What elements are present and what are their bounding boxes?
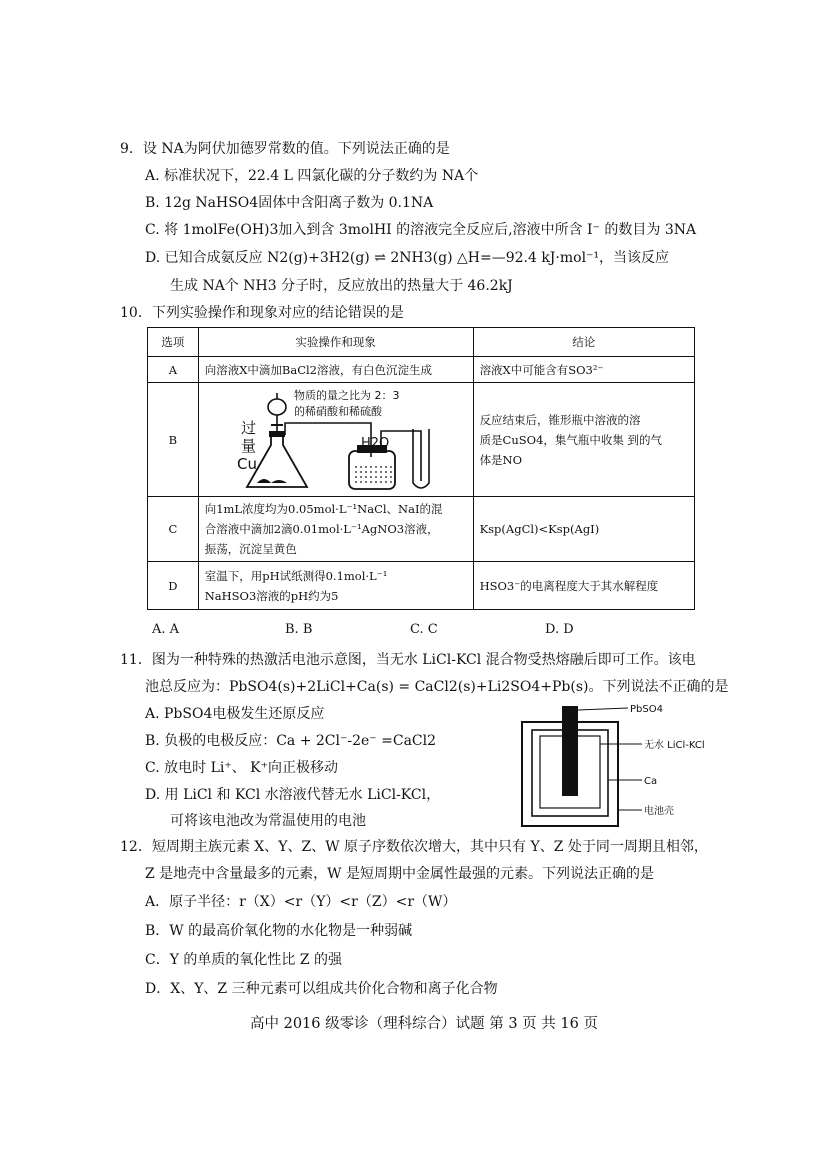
fig-excess-label-2: 量 xyxy=(240,436,256,455)
pbso4-label: PbSO4 xyxy=(630,704,663,715)
q9-stem: 9．设 NA为阿伏加德罗常数的值。下列说法正确的是 xyxy=(120,141,450,157)
ca-label: Ca xyxy=(644,776,658,787)
table-row-b xyxy=(148,383,695,497)
fig-acid-label: 的稀硝酸和稀硫酸 xyxy=(293,404,382,418)
header-operation: 实验操作和现象 xyxy=(198,328,473,357)
row-c-operation xyxy=(198,497,473,562)
q9-option-c: C. 将 1molFe(OH)3加入到含 3molHI 的溶液完全反应后,溶液中所含 I⁻ 的数目为 3NA xyxy=(145,222,697,238)
q12-option-b: B．W 的最高价氧化物的水化物是一种弱碱 xyxy=(145,923,413,939)
q12-stem-line1: 12．短周期主族元素 X、Y、Z、W 原子序数依次增大，其中只有 Y、Z 处于同一周期且相邻， xyxy=(120,839,708,855)
q11-stem-line1: 11．图为一种特殊的热激活电池示意图，当无水 LiCl-KCl 混合物受热熔融后即可工作。该电 xyxy=(120,652,696,668)
row-a-operation: 向溶液X中滴加BaCl2溶液，有白色沉淀生成 xyxy=(198,357,473,383)
row-a-conclusion: 溶液X中可能含有SO3²⁻ xyxy=(473,357,694,383)
row-c-option: C xyxy=(148,497,199,562)
q10-choice-d: D. D xyxy=(545,622,574,637)
row-b-conclusion xyxy=(473,383,694,497)
apparatus-diagram xyxy=(199,385,461,495)
shell-label: 电池壳 xyxy=(644,806,674,817)
row-a-option: A xyxy=(148,357,199,383)
q11-stem-line2: 池总反应为：PbSO4(s)+2LiCl+Ca(s) = CaCl2(s)+Li2SO4+Pb(s)。下列说法不正确的是 xyxy=(145,679,729,695)
row-b-apparatus-cell xyxy=(198,383,473,497)
row-b-conclusion-line1: 反应结束后，锥形瓶中溶液的溶 xyxy=(479,412,641,427)
table-row-c xyxy=(148,497,695,562)
row-c-operation-line2: 合溶液中滴加2滴0.01mol·L⁻¹AgNO3溶液， xyxy=(204,522,439,536)
row-d-conclusion: HSO3⁻的电离程度大于其水解程度 xyxy=(473,562,694,610)
q9-option-d-line1: D. 已知合成氨反应 N2(g)+3H2(g) ⇌ 2NH3(g) △H=—92.4 kJ·mol⁻¹，当该反应 xyxy=(145,250,670,266)
row-b-conclusion-line2: 质是CuSO4，集气瓶中收集 到的气 xyxy=(479,432,663,447)
q9-option-d-line2: 生成 NA个 NH3 分子时，反应放出的热量大于 46.2kJ xyxy=(170,278,513,294)
page-footer: 高中 2016 级零诊（理科综合）试题 第 3 页 共 16 页 xyxy=(250,1016,598,1032)
header-option: 选项 xyxy=(148,328,199,357)
pbso4-electrode xyxy=(562,706,578,796)
battery-diagram xyxy=(518,700,746,830)
q10-choice-a: A. A xyxy=(152,622,180,637)
header-conclusion: 结论 xyxy=(473,328,694,357)
electrolyte-label: 无水 LiCl-KCl xyxy=(644,740,705,751)
q10-stem: 10．下列实验操作和现象对应的结论错误的是 xyxy=(120,305,404,321)
row-c-operation-line3: 振荡，沉淀呈黄色 xyxy=(204,542,297,556)
row-d-option: D xyxy=(148,562,199,610)
q12-option-a: A．原子半径：r（X）<r（Y）<r（Z）<r（W） xyxy=(145,894,457,910)
q11-option-c: C. 放电时 Li⁺、 K⁺向正极移动 xyxy=(145,760,339,776)
table-row-d xyxy=(148,562,695,610)
row-c-operation-line1: 向1mL浓度均为0.05mol·L⁻¹NaCl、NaI的混 xyxy=(204,502,443,516)
q11-option-d-line1: D. 用 LiCl 和 KCl 水溶液代替无水 LiCl-KCl， xyxy=(145,787,441,803)
q9-option-a: A. 标准状况下，22.4 L 四氯化碳的分子数约为 NA个 xyxy=(145,168,479,184)
row-c-conclusion: Ksp(AgCl)<Ksp(AgI) xyxy=(473,497,694,562)
row-d-operation-line2: NaHSO3溶液的pH约为5 xyxy=(204,588,339,603)
q12-option-d: D．X、Y、Z 三种元素可以组成共价化合物和离子化合物 xyxy=(145,981,498,997)
table-row-a xyxy=(148,357,695,383)
q10-experiment-table xyxy=(147,327,695,610)
q10-choice-b: B. B xyxy=(285,622,313,637)
q12-stem-line2: Z 是地壳中含量最多的元素，W 是短周期中金属性最强的元素。下列说法正确的是 xyxy=(145,866,655,882)
q12-option-c: C．Y 的单质的氧化性比 Z 的强 xyxy=(145,952,343,968)
q11-option-d-line2: 可将该电池改为常温使用的电池 xyxy=(170,813,366,829)
row-d-operation-line1: 室温下，用pH试纸测得0.1mol·L⁻¹ xyxy=(204,568,388,583)
fig-cu-label: Cu xyxy=(236,454,257,473)
row-b-conclusion-line3: 体是NO xyxy=(479,452,523,467)
table-header-row xyxy=(148,328,695,357)
q11-option-b: B. 负极的电极反应：Ca + 2Cl⁻-2e⁻ =CaCl2 xyxy=(145,733,437,749)
row-d-operation xyxy=(198,562,473,610)
funnel-bulb xyxy=(268,399,286,415)
fig-water-label: H2O xyxy=(360,435,389,451)
fig-excess-label-1: 过 xyxy=(240,418,256,437)
q9-option-b: B. 12g NaHSO4固体中含阳离子数为 0.1NA xyxy=(145,195,434,211)
q10-choice-c: C. C xyxy=(410,622,438,637)
q11-option-a: A. PbSO4电极发生还原反应 xyxy=(145,706,325,722)
row-b-option: B xyxy=(148,383,199,497)
fig-ratio-label: 物质的量之比为 2：3 xyxy=(293,388,400,402)
